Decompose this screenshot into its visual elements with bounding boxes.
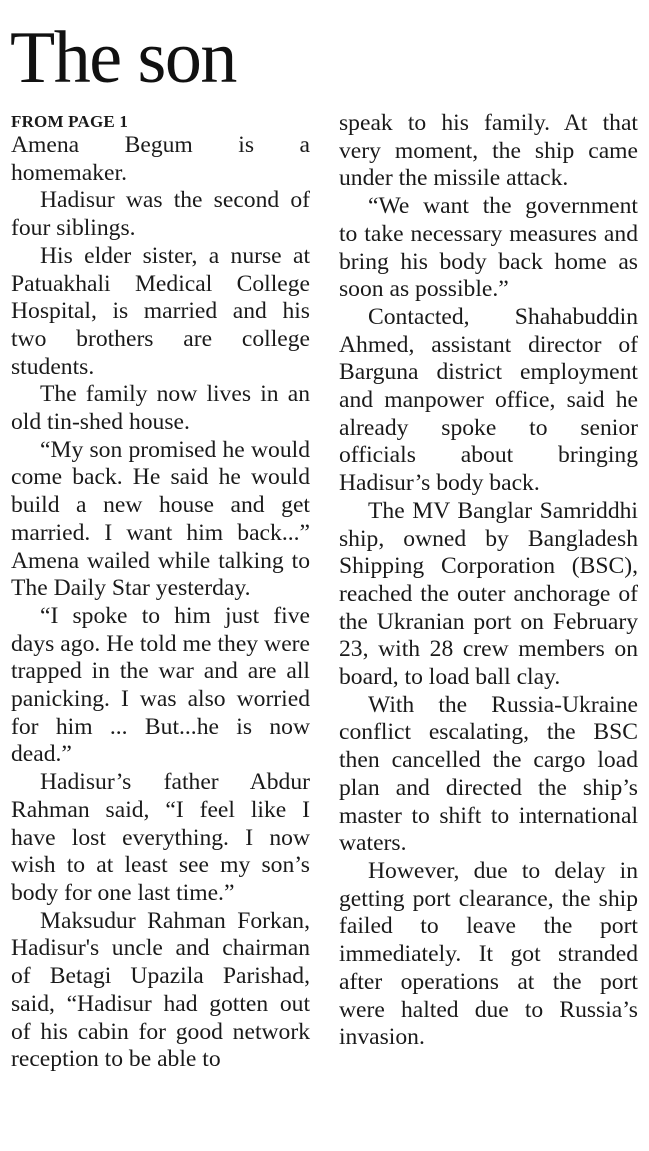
continuation-kicker: FROM PAGE 1 [11,112,129,131]
paragraph: “We want the government to take necessary measures and bring his body back home as soon as possible.” [339,193,638,303]
paragraph: speak to his family. At that very moment, the ship came under the missile attack. [339,110,638,192]
paragraph: “My son promised he would come back. He said he would build a new house and get married. I want him back...” Amena wailed while talking to The Daily Star yesterday. [11,436,310,602]
paragraph: Contacted, Shahabuddin Ahmed, assistant director of Barguna district employment and manpower office, said he already spoke to senior officials about bringing Hadisur’s body back. [339,303,638,497]
paragraph: “I spoke to him just five days ago. He told me they were trapped in the war and are all panicking. I was also worried for him ... But...he is now dead.” [11,602,310,768]
paragraph: The MV Banglar Samriddhi ship, owned by Bangladesh Shipping Corporation (BSC), reached the outer anchorage of the Ukranian port on February 23, with 28 crew members on board, to load ball clay. [339,497,638,691]
paragraph: Amena Begum is a homemaker. [11,132,310,186]
paragraph: However, due to delay in getting port clearance, the ship failed to leave the port immediately. It got stranded after operations at the port were halted due to Russia’s invasion. [339,857,638,1051]
article-headline: The son [10,17,236,99]
paragraph: Hadisur’s father Abdur Rahman said, “I feel like I have lost everything. I now wish to at least see my son’s body for one last time.” [11,769,310,906]
article-column-right [339,110,638,1052]
paragraph: With the Russia-Ukraine conflict escalating, the BSC then cancelled the cargo load plan and directed the ship’s master to shift to international waters. [339,691,638,857]
paragraph: Hadisur was the second of four siblings. [11,187,310,242]
article-column-left [11,112,310,1074]
paragraph: Maksudur Rahman Forkan, Hadisur's uncle and chairman of Betagi Upazila Parishad, said, “Hadisur had gotten out of his cabin for good network reception to be able to [11,907,310,1073]
paragraph: The family now lives in an old tin-shed house. [11,381,310,436]
paragraph: His elder sister, a nurse at Patuakhali Medical College Hospital, is married and his two brothers are college students. [11,242,310,380]
